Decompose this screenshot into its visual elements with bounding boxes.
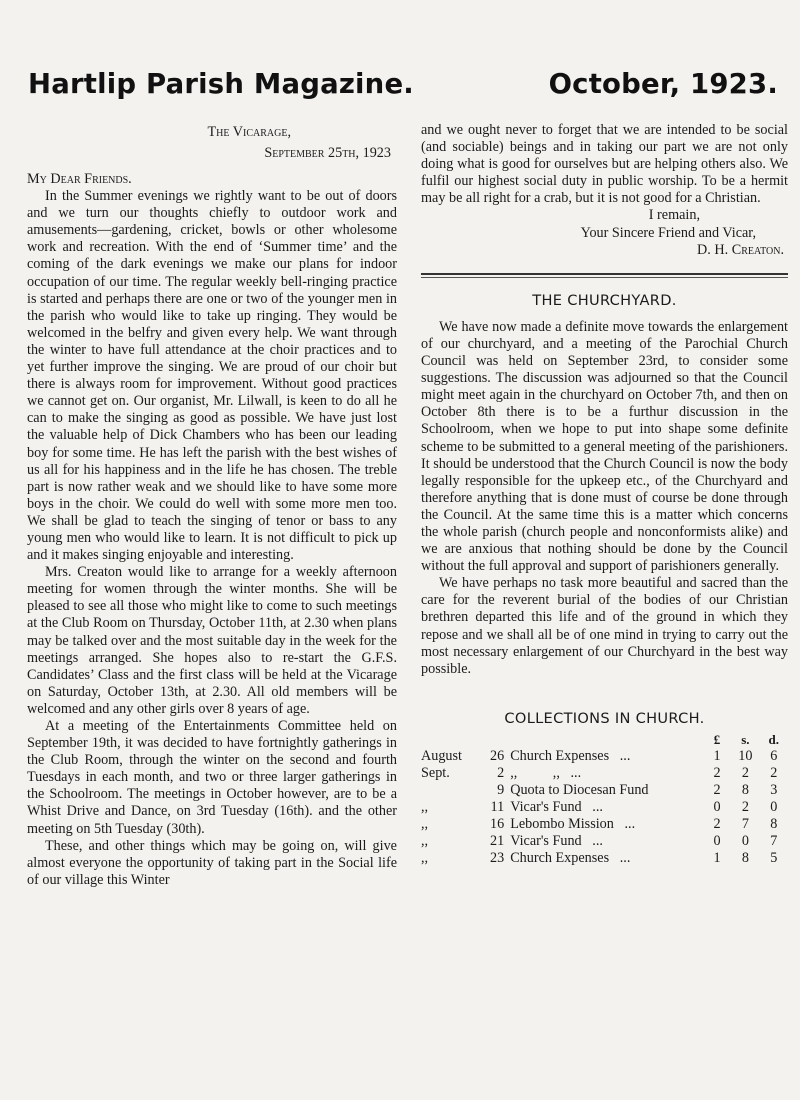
collection-pounds: 1 (713, 747, 721, 764)
collection-pence: 2 (770, 764, 778, 781)
collection-pounds: 0 (713, 832, 721, 849)
collection-row (421, 748, 788, 765)
collection-day: 26 (490, 747, 505, 764)
collection-pounds: 1 (713, 849, 721, 866)
collection-shillings: 2 (741, 798, 749, 815)
masthead (28, 68, 778, 100)
closing-line-1: I remain, (648, 207, 700, 224)
collection-description: Lebombo Mission ... (510, 815, 636, 832)
collection-shillings: 8 (741, 849, 749, 866)
magazine-title: Hartlip Parish Magazine. (28, 68, 414, 100)
collection-pounds: 0 (713, 798, 721, 815)
collection-pounds: 2 (713, 764, 721, 781)
churchyard-heading: THE CHURCHYARD. (532, 291, 677, 309)
collection-day: 16 (490, 815, 505, 832)
letter-salutation: My Dear Friends. (27, 171, 132, 187)
collection-pence: 3 (770, 781, 778, 798)
collection-month: ,, (421, 815, 429, 832)
address-line-2: September 25th, 1923 (264, 145, 391, 161)
collection-month: ,, (421, 849, 429, 866)
letter-paragraph-continued: and we ought never to forget that we are intended to be social (and sociable) beings and in taking our part we are not only doing what is good for ourselves but are helping others also. We fulfil our highest social duty in public worship. To be a hermit may be all right for a crab, but it is not good for a Christian. (421, 122, 788, 207)
collection-row (421, 833, 788, 850)
collection-pounds: 2 (713, 815, 721, 832)
collection-row (421, 782, 788, 799)
vicar-letter-column (27, 122, 397, 889)
collection-pence: 6 (770, 747, 778, 764)
collections-header-row (421, 731, 788, 748)
letter-closing (421, 207, 788, 258)
address-line-1: The Vicarage, (207, 124, 291, 140)
collection-month: ,, (421, 798, 429, 815)
section-divider (421, 273, 788, 275)
collection-description: Church Expenses ... (510, 849, 631, 866)
letter-paragraph: In the Summer evenings we rightly want to be out of doors and we turn our thoughts chiefly to outdoor work and amusements—gardening, cricket, bowls or other wholesome work and recreation. With the end of ‘Summer time’ and the coming of the dark evenings we make our plans for indoor occupation of our time. The regular weekly bell-ringing practice is started and perhaps there are one or two of the younger men in the parish who would like to take up ringing. They would be welcomed in the belfry and given every help. We want through the winter to have full attendance at the choir practices and to yet further improve the singing. We are proud of our choir but there is always room for improvement. Without good practices we cannot get on. Our organist, Mr. Lilwall, is keen to do all he can to make the singing as good as possible. We have just lost the valuable help of Dick Chambers who has been our leading boy for some time. He has left the parish with the best wishes of us all for his happiness and in the life he has chosen. The treble part is now rather weak and we should like to have some more boys in the choir. We could do well with some more men too. We shall be glad to teach the singing of tenor or bass to any young men who would like to learn. It is not difficult to pick up and it makes singing enjoyable and interesting. (27, 188, 397, 564)
collection-description: Church Expenses ... (510, 747, 631, 764)
collection-month: ,, (421, 832, 429, 849)
collection-day: 11 (490, 798, 505, 815)
collection-row (421, 765, 788, 782)
collection-shillings: 7 (741, 815, 749, 832)
collection-shillings: 10 (738, 747, 753, 764)
collection-row (421, 816, 788, 833)
section-divider (421, 277, 788, 278)
letter-paragraph: These, and other things which may be going on, will give almost everyone the opportunity of taking part in the Social life of our village this Winter (27, 837, 397, 888)
collection-shillings: 8 (741, 781, 749, 798)
closing-line-2: Your Sincere Friend and Vicar, (580, 224, 756, 241)
shillings-header: s. (741, 731, 750, 747)
collection-month (421, 782, 480, 799)
collection-month: Sept. (421, 764, 450, 781)
issue-date: October, 1923. (548, 68, 778, 100)
collection-shillings: 2 (741, 764, 749, 781)
churchyard-paragraph: We have now made a definite move towards the enlargement of our churchyard, and a meeting of the Parochial Church Council was held on September 23rd, to consider some suggestions. The discussion was adjourned so that the Council might meet again in the churchyard on October 7th, and then on October 8th there is to be a furthur discussion in the Schoolroom, when we hope to put into shape some definite scheme to be submitted to a general meeting of the parishioners. It should be understood that the Church Council is now the body legally responsible for the upkeep etc., of the Churchyard and therefore anything that is done must of course be done through the Council. At the same time this is a matter which concerns the whole parish (church people and nonconformists alike) and we are anxious that nothing should be done by the Council without the full approval and support of parishioners generally. (421, 318, 788, 575)
collection-pence: 7 (770, 832, 778, 849)
collection-pence: 5 (770, 849, 778, 866)
collection-description: Vicar's Fund ... (510, 832, 603, 849)
collection-day: 2 (497, 764, 505, 781)
letter-paragraph: Mrs. Creaton would like to arrange for a weekly afternoon meeting for women through the winter months. She will be pleased to see all those who might like to come to such meetings at the Club Room on Thursday, October 11th, at 2.30 when plans may be talked over and the most suitable day in the week for the meetings arranged. She hopes also to re-start the G.F.S. Candidates’ Class and the first class will be held at the Vicarage on Saturday, October 13th, at 2.30. All old members will be welcomed and any other girls over 8 years of age. (27, 564, 397, 717)
letter-paragraph: At a meeting of the Entertainments Committee held on September 19th, it was decided to have fortnightly gatherings in the Club Room, through the winter on the second and fourth Tuesdays in each month, and two or three larger gatherings in the Schoolroom. The meetings in October however, are to be a Whist Drive and Dance, on 3rd Tuesday (16th). and the other meeting on 5th Tuesday (30th). (27, 718, 397, 837)
collection-pence: 0 (770, 798, 778, 815)
collection-shillings: 0 (741, 832, 749, 849)
collection-pounds: 2 (713, 781, 721, 798)
signature: D. H. Creaton. (697, 241, 784, 258)
collection-row (421, 799, 788, 816)
pence-header: d. (768, 731, 780, 747)
collections-heading: COLLECTIONS IN CHURCH. (504, 709, 705, 727)
collection-day: 9 (497, 781, 505, 798)
collection-description: Quota to Diocesan Fund (510, 781, 649, 798)
collection-pence: 8 (770, 815, 778, 832)
letter-address (27, 122, 397, 164)
right-column (421, 122, 788, 867)
collection-month: August (421, 747, 462, 764)
collection-row (421, 850, 788, 867)
collection-day: 21 (490, 832, 505, 849)
collection-description: ,, ,, ... (510, 764, 582, 781)
collection-day: 23 (490, 849, 505, 866)
churchyard-paragraph: We have perhaps no task more beautiful and sacred than the care for the reverent burial of the bodies of our Christian brethren departed this life and of the ground in which they repose and we shall all be of one mind in trying to carry out the most necessary enlargement of our Churchyard in the best way possible. (421, 575, 788, 677)
collection-description: Vicar's Fund ... (510, 798, 603, 815)
collections-table (421, 731, 788, 867)
pounds-header: £ (713, 731, 721, 747)
